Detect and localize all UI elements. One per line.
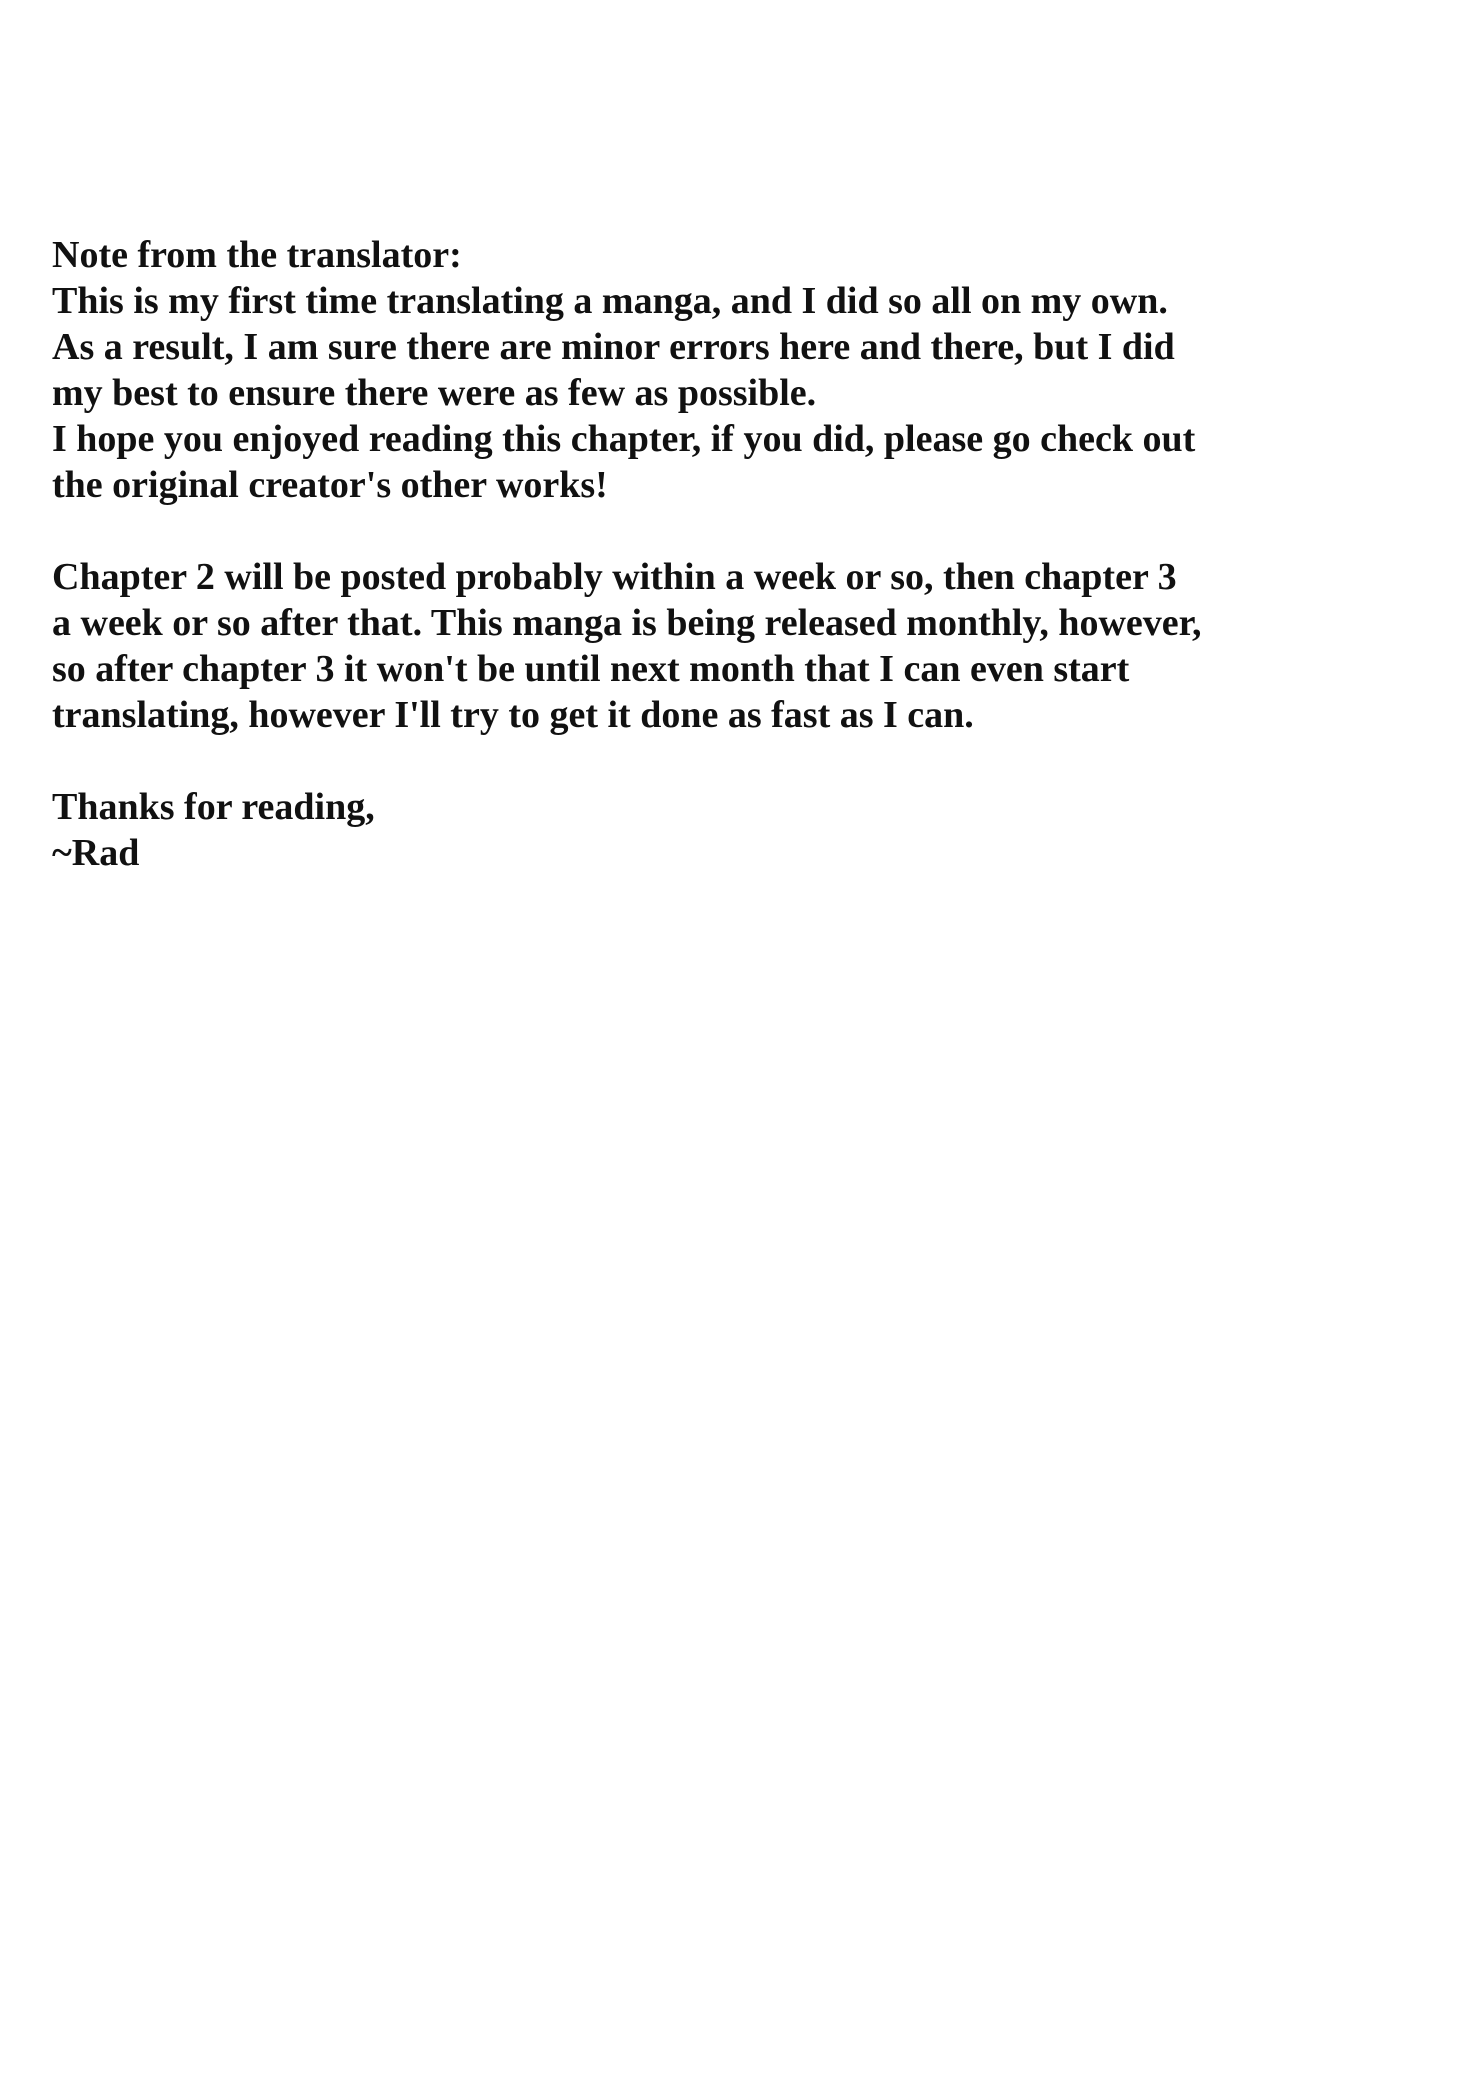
paragraph-2-line: Chapter 2 will be posted probably within a week or so, then chapter 3 [52,556,1177,598]
paragraph-spacer [52,738,1412,784]
paragraph-1-line: This is my first time translating a manga, and I did so all on my own. [52,280,1168,322]
translator-note [52,232,1412,876]
paragraph-2-line: a week or so after that. This manga is being released monthly, however, [52,602,1202,644]
paragraph-1-line: I hope you enjoyed reading this chapter, if you did, please go check out [52,418,1196,460]
note-heading: Note from the translator: [52,234,462,276]
paragraph-spacer [52,508,1412,554]
signoff-line: Thanks for reading, [52,786,375,828]
paragraph-2-line: translating, however I'll try to get it done as fast as I can. [52,694,974,736]
paragraph-1-line: my best to ensure there were as few as possible. [52,372,817,414]
paragraph-1-line: the original creator's other works! [52,464,608,506]
paragraph-2-line: so after chapter 3 it won't be until next month that I can even start [52,648,1130,690]
signature: ~Rad [52,832,140,874]
paragraph-1-line: As a result, I am sure there are minor errors here and there, but I did [52,326,1175,368]
